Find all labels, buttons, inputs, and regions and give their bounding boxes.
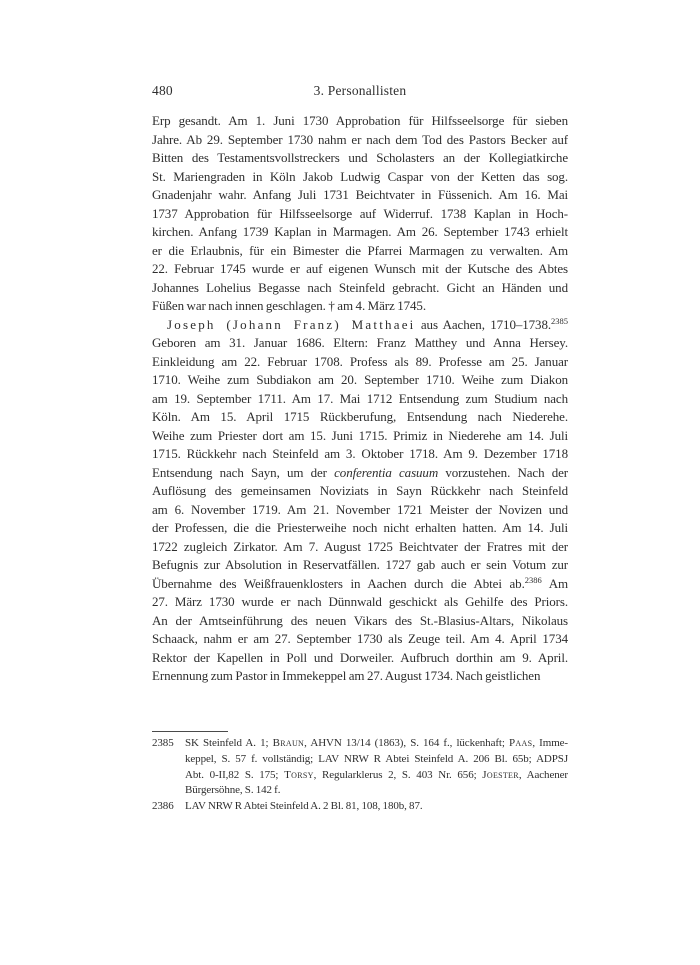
text-line [185, 783, 568, 799]
text-segment: , Regularklerus 2, S. 403 Nr. 656; [313, 768, 483, 781]
text-segment: , AHVN 13/14 (1863), S. 164 f., lückenhaft; [304, 737, 510, 749]
text-line [152, 205, 568, 224]
text-line [152, 353, 568, 372]
text-segment: Abt. 0-II,82 S. 175; [185, 768, 285, 781]
text-segment: am 19. September 1711. Am 17. Mai 1712 Entsendung zum Studium nach [152, 390, 568, 406]
text-segment: Köln. Am 15. April 1715 Rückberufung, Entsendung nach Niederehe. [152, 409, 568, 424]
text-line [152, 501, 568, 520]
text-segment: 1737 Approbation für Hilfsseelsorge auf Widerruf. 1738 Kaplan in Hoch- [152, 205, 568, 221]
text-segment: Füßen war nach innen geschlagen. † am 4. März 1745. [152, 298, 426, 313]
text-segment: LAV NRW R Abtei Steinfeld A. 2 Bl. 81, 108, 180b, 87. [185, 800, 423, 813]
text-segment: An der Amtseinführung des neuen Vikars des St.-Blasius-Altars, Nikolaus [152, 612, 568, 628]
page-number: 480 [152, 83, 173, 98]
footnote-item [152, 799, 568, 815]
text-segment: Bitten des Testamentsvollstreckers und Scholasters an der Kollegiatkirche [152, 150, 568, 165]
text-segment: Befugnis zur Absolution in Reservatfällen. 1727 gab auch er sein Votum zur [152, 557, 568, 572]
text-line [152, 556, 568, 575]
text-segment: Ernennung zum Pastor in Immekeppel am 27. August 1734. Nach geistlichen [152, 668, 541, 683]
text-line [152, 593, 568, 612]
text-segment: Weihe zum Priester dort am 15. Juni 1715. Primiz in Niederehe am 14. Juli [152, 427, 568, 443]
text-segment: der Professen, die die Priesterweihe noch nicht erhalten hatten. Am 14. Juli [152, 520, 568, 535]
text-line [152, 316, 568, 335]
text-line [152, 334, 568, 353]
text-line [152, 390, 568, 409]
text-segment: SK Steinfeld A. 1; [185, 737, 273, 749]
text-line [152, 112, 568, 131]
text-segment: Am [541, 575, 568, 591]
text-line [152, 630, 568, 649]
text-segment: aus Aachen, 1710–1738. [415, 316, 551, 332]
text-line [152, 260, 568, 279]
running-title: 3. Personallisten [313, 83, 407, 98]
body-text [152, 112, 568, 686]
text-segment: Übernahme des Weißfrauenklosters in Aachen durch die Abtei ab. [152, 575, 525, 591]
text-line [152, 131, 568, 150]
text-line [152, 149, 568, 168]
footnote-number: 2385 [152, 737, 174, 749]
text-segment: Johannes Lohelius Begasse nach Steinfeld gebracht. Gicht an Händen und [152, 279, 568, 295]
text-line [152, 649, 568, 668]
footnote-number: 2386 [152, 800, 174, 813]
text-segment: Erp gesandt. Am 1. Juni 1730 Approbation für Hilfsseelsorge für sieben [152, 113, 568, 128]
footnotes-section [152, 736, 568, 815]
text-line [152, 575, 568, 594]
text-line [185, 768, 568, 784]
text-segment: Rektor der Kapellen in Poll und Dorweiler. Aufbruch dorthin am 9. April. [152, 649, 568, 665]
text-segment: Auflösung des gemeinsamen Noviziats in Sayn Rückkehr nach Steinfeld [152, 483, 568, 498]
text-line [152, 445, 568, 464]
text-line [185, 799, 568, 815]
text-segment: 22. Februar 1745 wurde er auf eigenen Wunsch mit der Kutsche des Abtes [152, 261, 568, 276]
footnote-text [185, 799, 568, 815]
footnote-ref: 2386 [524, 575, 542, 585]
text-segment: 1722 zugleich Zirkator. Am 7. August 1725 Beichtvater der Fratres mit der [152, 538, 568, 554]
text-line [152, 186, 568, 205]
text-segment: keppel, S. 57 f. vollständig; LAV NRW R Abtei Steinfeld A. 206 Bl. 65b; ADPSJ [185, 752, 568, 765]
text-segment: Paas [509, 737, 533, 749]
text-segment: Bürgersöhne, S. 142 f. [185, 784, 281, 797]
text-line [152, 408, 568, 427]
text-line [152, 667, 568, 686]
text-line [152, 464, 568, 483]
text-segment: St. Mariengraden in Köln Jakob Ludwig Caspar von der Ketten das sog. [152, 168, 568, 184]
footnote-ref: 2385 [551, 316, 568, 326]
text-line [185, 736, 568, 752]
text-segment: Schaack, nahm er am 27. September 1730 als Zeuge teil. Am 4. April 1734 [152, 631, 568, 646]
text-segment: Jahre. Ab 29. September 1730 nahm er nach dem Tod des Pastors Becker auf [152, 131, 568, 147]
text-line [152, 427, 568, 446]
text-segment: 1710. Weihe zum Subdiakon am 20. September 1710. Weihe zum Diakon [152, 372, 568, 387]
text-segment: Joseph (Johann Franz) Matthaei [167, 316, 416, 332]
text-segment: conferentia casuum [334, 464, 439, 480]
text-segment: Geboren am 31. Januar 1686. Eltern: Franz Matthey und Anna Hersey. [152, 335, 568, 350]
text-segment: Einkleidung am 22. Februar 1708. Profess als 89. Professe am 25. Januar [152, 353, 568, 369]
text-line [152, 168, 568, 187]
text-line [185, 752, 568, 768]
text-segment: , Aachener [518, 768, 568, 781]
text-segment: Entsendung nach Sayn, um der [152, 464, 335, 480]
footnote-separator-rule [152, 731, 228, 732]
text-segment: kirchen. Anfang 1739 Kaplan in Marmagen. Am 26. September 1743 erhielt [152, 224, 568, 239]
text-line [152, 538, 568, 557]
text-line [152, 279, 568, 298]
text-segment: am 6. November 1719. Am 21. November 1721 Meister der Novizen und [152, 501, 568, 517]
text-segment: er die Erlaubnis, für ein Bimester die Pfarrei Marmagen zu verwalten. Am [152, 242, 568, 258]
footnote-item [152, 736, 568, 799]
text-line [152, 242, 568, 261]
text-segment: , Imme- [532, 737, 568, 749]
text-segment: Gnadenjahr wahr. Anfang Juli 1731 Beichtvater in Füssenich. Am 16. Mai [152, 187, 568, 202]
text-segment: Torsy [284, 768, 314, 781]
text-segment: 1715. Rückkehr nach Steinfeld am 3. Oktober 1718. Am 9. Dezember 1718 [152, 446, 568, 461]
text-line [152, 223, 568, 242]
text-segment: 27. März 1730 wurde er nach Dünnwald geschickt als Gehilfe des Priors. [152, 594, 568, 609]
text-line [152, 612, 568, 631]
page-header [152, 83, 568, 99]
text-segment: vorzustehen. Nach der [438, 464, 568, 480]
text-line [152, 519, 568, 538]
text-line [152, 297, 568, 316]
text-line [152, 371, 568, 390]
text-segment: Joester [482, 768, 519, 781]
footnote-text [185, 736, 568, 799]
text-segment: Braun [272, 737, 305, 749]
text-line [152, 482, 568, 501]
